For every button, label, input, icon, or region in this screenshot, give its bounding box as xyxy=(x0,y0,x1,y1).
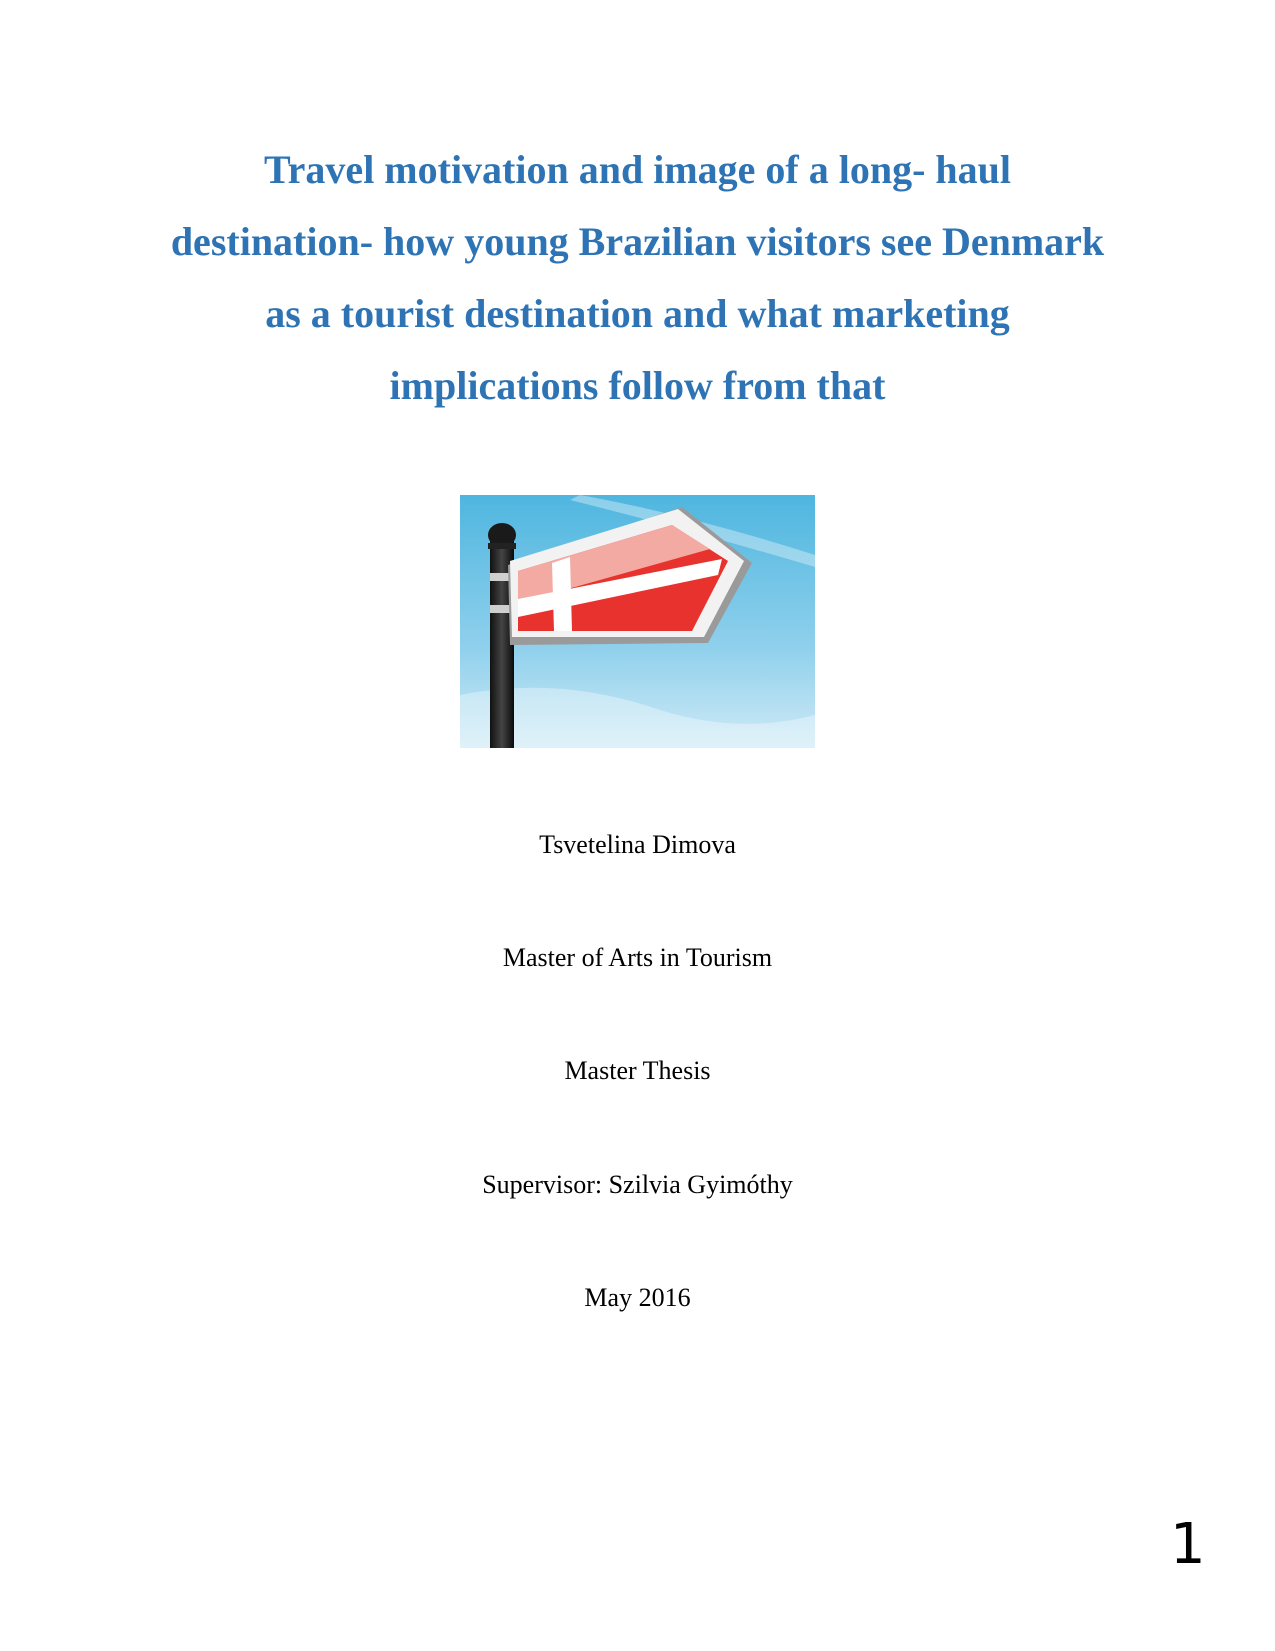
danish-flag-signpost-icon xyxy=(460,495,815,748)
title-line-1: Travel motivation and image of a long- haul xyxy=(263,147,1012,192)
danish-flag-signpost-image xyxy=(460,495,815,748)
degree-program: Master of Arts in Tourism xyxy=(502,943,773,972)
supervisor: Supervisor: Szilvia Gyimóthy xyxy=(482,1170,793,1199)
title-line-4: implications follow from that xyxy=(389,363,886,408)
title-line-2: destination- how young Brazilian visitors see Denmark xyxy=(170,219,1105,264)
submission-date: May 2016 xyxy=(584,1283,691,1312)
document-type: Master Thesis xyxy=(564,1056,711,1085)
title-line-3: as a tourist destination and what marketing xyxy=(265,291,1010,336)
page-number: 1 xyxy=(1170,1512,1206,1577)
author-name: Tsvetelina Dimova xyxy=(539,830,736,859)
